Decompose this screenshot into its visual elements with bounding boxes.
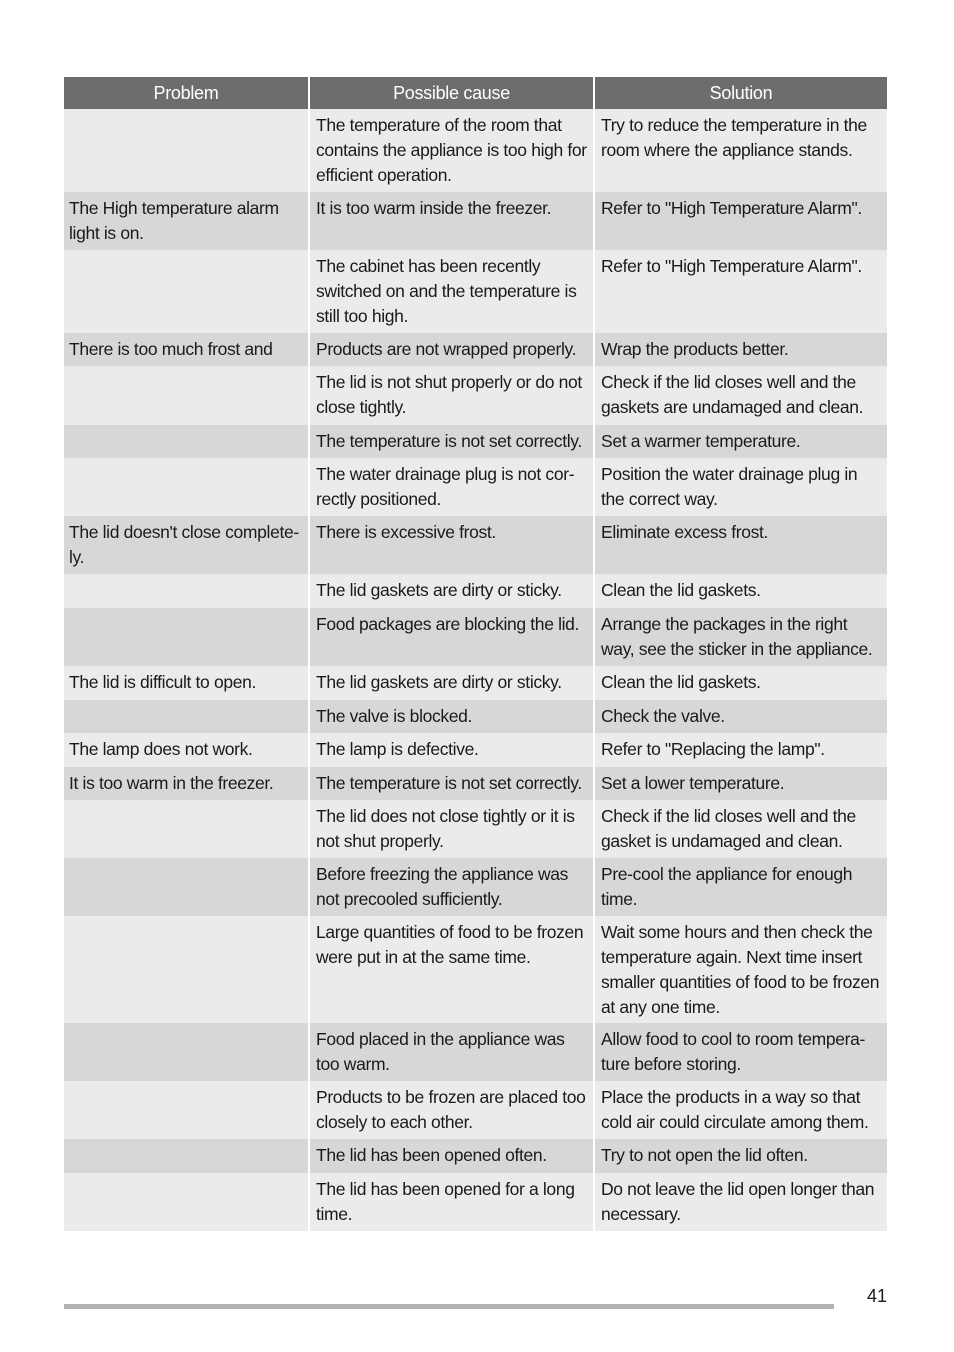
problem-cell	[64, 109, 308, 192]
solution-cell: Set a lower temperature.	[595, 767, 887, 800]
solution-cell: Pre-cool the appliance for enough time.	[595, 858, 887, 916]
cause-cell: There is excessive frost.	[310, 516, 593, 574]
problem-cell	[64, 1081, 308, 1139]
cause-cell: Products are not wrapped properly.	[310, 333, 593, 366]
cause-cell: The temperature is not set correctly.	[310, 767, 593, 800]
solution-cell: Try to not open the lid often.	[595, 1139, 887, 1173]
cause-cell: The lid does not close tightly or it is not shut properly.	[310, 800, 593, 858]
solution-cell: Wait some hours and then check the temperature again. Next time insert smaller quantities of food to be frozen at any one time.	[595, 916, 887, 1023]
column-header-solution: Solution	[595, 77, 887, 109]
problem-cell	[64, 1023, 308, 1081]
cause-cell: The temperature is not set correctly.	[310, 425, 593, 458]
problem-cell	[64, 608, 308, 666]
problem-cell	[64, 916, 308, 1023]
solution-cell: Clean the lid gaskets.	[595, 666, 887, 700]
solution-cell: Arrange the packages in the right way, see the sticker in the appliance.	[595, 608, 887, 666]
cause-cell: The lid has been opened for a long time.	[310, 1173, 593, 1231]
solution-cell: Clean the lid gaskets.	[595, 574, 887, 608]
problem-cell	[64, 700, 308, 733]
cause-cell: The lid gaskets are dirty or sticky.	[310, 666, 593, 700]
solution-cell: Refer to "High Temperature Alarm".	[595, 192, 887, 250]
solution-cell: Refer to "High Temperature Alarm".	[595, 250, 887, 333]
problem-cell	[64, 366, 308, 425]
problem-cell: The lid doesn't close complete-ly.	[64, 516, 308, 574]
solution-cell: Eliminate excess frost.	[595, 516, 887, 574]
solution-cell: Set a warmer temperature.	[595, 425, 887, 458]
solution-cell: Do not leave the lid open longer than necessary.	[595, 1173, 887, 1231]
solution-cell: Refer to "Replacing the lamp".	[595, 733, 887, 767]
solution-cell: Check if the lid closes well and the gaskets are undamaged and clean.	[595, 366, 887, 425]
problem-cell	[64, 800, 308, 858]
cause-cell: The lamp is defective.	[310, 733, 593, 767]
cause-cell: The cabinet has been recently switched on and the temperature is still too high.	[310, 250, 593, 333]
page-number: 41	[866, 1286, 887, 1306]
cause-cell: The lid gaskets are dirty or sticky.	[310, 574, 593, 608]
cause-cell: Food placed in the appliance was too warm.	[310, 1023, 593, 1081]
troubleshooting-table	[64, 77, 887, 1231]
problem-cell	[64, 858, 308, 916]
cause-cell: The lid is not shut properly or do not close tightly.	[310, 366, 593, 425]
cause-cell: Before freezing the appliance was not precooled sufficiently.	[310, 858, 593, 916]
problem-cell: It is too warm in the freezer.	[64, 767, 308, 800]
solution-cell: Allow food to cool to room tempera-ture before storing.	[595, 1023, 887, 1081]
problem-cell	[64, 574, 308, 608]
problem-cell	[64, 1139, 308, 1173]
problem-cell	[64, 250, 308, 333]
solution-cell: Check if the lid closes well and the gasket is undamaged and clean.	[595, 800, 887, 858]
column-header-possible-cause: Possible cause	[310, 77, 593, 109]
cause-cell: Food packages are blocking the lid.	[310, 608, 593, 666]
problem-cell	[64, 458, 308, 516]
footer-rule	[64, 1304, 834, 1309]
solution-cell: Check the valve.	[595, 700, 887, 733]
cause-cell: It is too warm inside the freezer.	[310, 192, 593, 250]
problem-cell: The High temperature alarm light is on.	[64, 192, 308, 250]
column-header-problem: Problem	[64, 77, 308, 109]
cause-cell: The temperature of the room that contains the appliance is too high for efficient operation.	[310, 109, 593, 192]
solution-cell: Wrap the products better.	[595, 333, 887, 366]
cause-cell: Large quantities of food to be frozen were put in at the same time.	[310, 916, 593, 1023]
problem-cell: The lamp does not work.	[64, 733, 308, 767]
problem-cell: There is too much frost and	[64, 333, 308, 366]
problem-cell	[64, 1173, 308, 1231]
cause-cell: The water drainage plug is not cor-rectly positioned.	[310, 458, 593, 516]
solution-cell: Try to reduce the temperature in the room where the appliance stands.	[595, 109, 887, 192]
solution-cell: Place the products in a way so that cold air could circulate among them.	[595, 1081, 887, 1139]
solution-cell: Position the water drainage plug in the correct way.	[595, 458, 887, 516]
problem-cell: The lid is difficult to open.	[64, 666, 308, 700]
cause-cell: The valve is blocked.	[310, 700, 593, 733]
problem-cell	[64, 425, 308, 458]
cause-cell: The lid has been opened often.	[310, 1139, 593, 1173]
cause-cell: Products to be frozen are placed too closely to each other.	[310, 1081, 593, 1139]
